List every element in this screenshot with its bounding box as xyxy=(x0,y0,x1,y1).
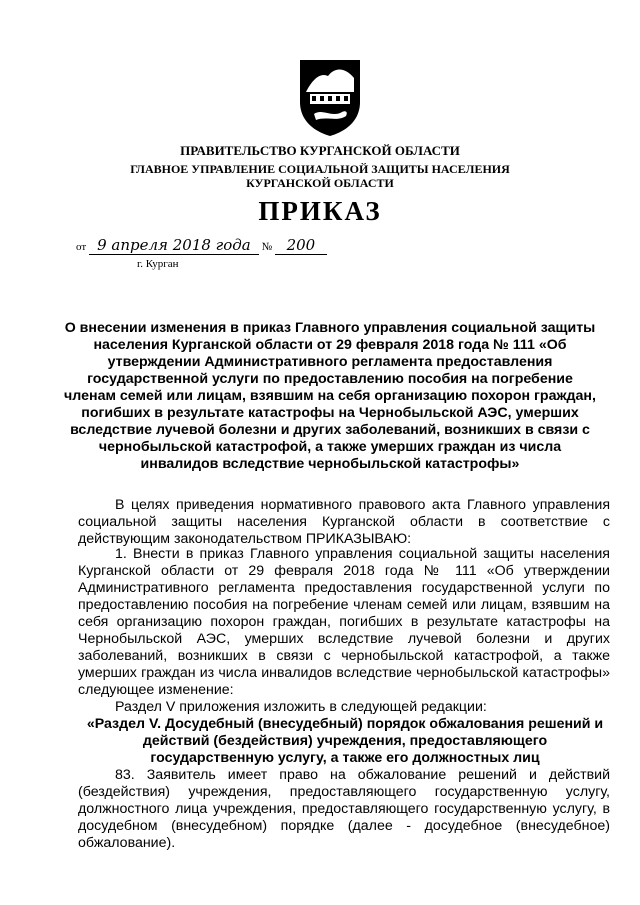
city: г. Курган xyxy=(137,258,179,270)
order-date-line xyxy=(76,236,327,255)
paragraph-83: 83. Заявитель имеет право на обжалование решений и действий (бездействия) учреждения, предоставляющего государственную услугу, должностного лица учреждения, предоставляющего государственную услугу, в досудебном (внесудебном) порядке (далее - досудебное (внесудебное) обжалование). xyxy=(78,767,610,851)
number-label: № xyxy=(261,241,273,253)
department-name-line1: ГЛАВНОЕ УПРАВЛЕНИЕ СОЦИАЛЬНОЙ ЗАЩИТЫ НАСЕЛЕНИЯ xyxy=(130,162,510,176)
document-type: ПРИКАЗ xyxy=(258,196,382,226)
from-label: от xyxy=(76,241,87,253)
section-v-title: «Раздел V. Досудебный (внесудебный) порядок обжалования решений и действий (бездействия) учреждения, предоставляющего государственную услугу, а также его должностных лиц xyxy=(86,716,604,766)
kurgan-coat-of-arms-icon xyxy=(298,58,362,138)
order-number: 200 xyxy=(275,236,327,255)
order-heading: О внесении изменения в приказ Главного управления социальной защиты населения Курганской области от 29 февраля 2018 года № 111 «Об утверждении Административного регламента предоставления государственной услуги по предоставлению пособия на погребение членам семей или лицам, взявшим на себя организацию похорон граждан, погибших в результате катастрофы на Чернобыльской АЭС, умерших вследствие лучевой болезни и других заболеваний, возникших в связи с чернобыльской катастрофой, а также умерших граждан из числа инвалидов вследствие чернобыльской катастрофы» xyxy=(64,320,596,472)
paragraph-item-1: 1. Внести в приказ Главного управления социальной защиты населения Курганской области от 29 февраля 2018 года № 111 «Об утверждении Административного регламента предоставления государственной услуги по предоставлению пособия на погребение членам семей или лицам, взявшим на себя организацию похорон граждан, погибших в результате катастрофы на Чернобыльской АЭС, умерших вследствие лучевой болезни и других заболеваний, возникших в связи с чернобыльской катастрофой, а также умерших граждан из числа инвалидов вследствие чернобыльской катастрофы» следующее изменение: xyxy=(78,546,610,698)
department-name-line2: КУРГАНСКОЙ ОБЛАСТИ xyxy=(246,176,394,190)
paragraph-section-intro: Раздел V приложения изложить в следующей редакции: xyxy=(115,699,487,715)
order-date: 9 апреля 2018 года xyxy=(89,236,259,255)
government-name: ПРАВИТЕЛЬСТВО КУРГАНСКОЙ ОБЛАСТИ xyxy=(180,143,460,158)
department-name xyxy=(0,162,640,190)
paragraph-preamble: В целях приведения нормативного правового акта Главного управления социальной защиты населения Курганской области в соответствие с действующим законодательством ПРИКАЗЫВАЮ: xyxy=(78,497,610,547)
